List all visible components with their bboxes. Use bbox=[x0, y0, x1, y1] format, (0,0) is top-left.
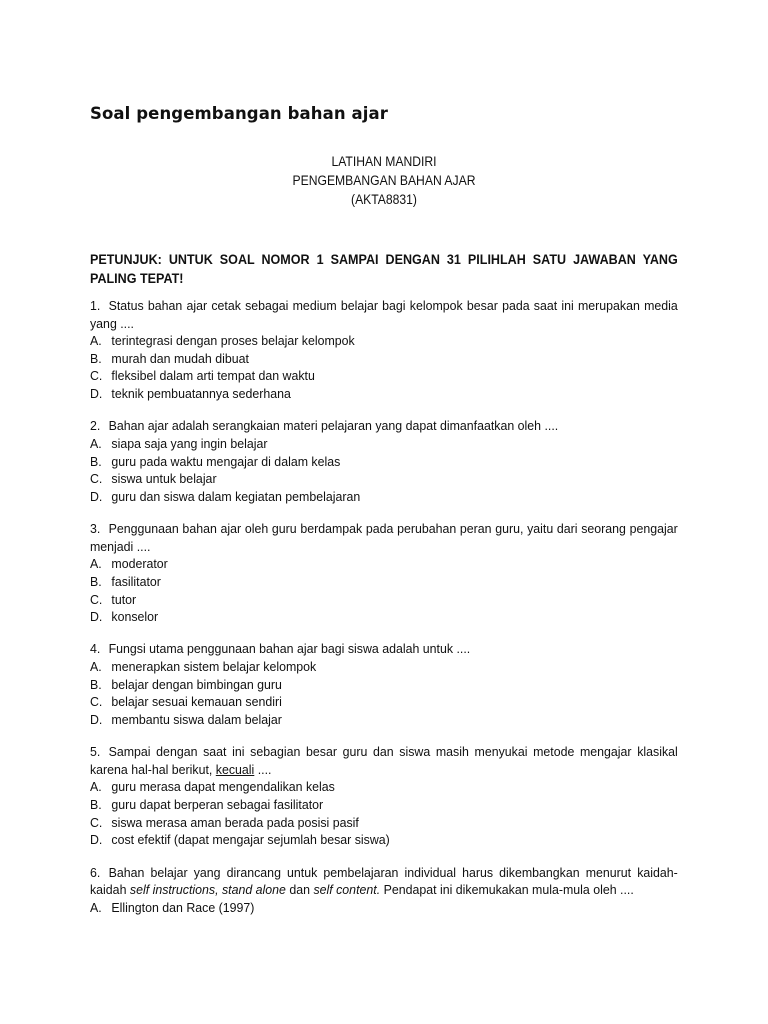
option-letter: B. bbox=[90, 350, 102, 366]
option-text: konselor bbox=[111, 609, 159, 625]
answer-option bbox=[90, 591, 678, 609]
option-letter: C. bbox=[90, 814, 103, 830]
answer-option bbox=[90, 555, 678, 573]
header-line-1: LATIHAN MANDIRI bbox=[331, 154, 437, 169]
option-text: siapa saja yang ingin belajar bbox=[111, 435, 268, 451]
answer-option bbox=[90, 778, 678, 796]
question-text: Fungsi utama penggunaan bahan ajar bagi siswa adalah untuk .... bbox=[108, 641, 471, 657]
option-text: fasilitator bbox=[111, 573, 161, 589]
answer-option bbox=[90, 658, 678, 676]
question-number: 5. bbox=[90, 744, 101, 760]
question-stem bbox=[90, 520, 678, 555]
question-text: Penggunaan bahan ajar oleh guru berdampak pada perubahan peran guru, yaitu dari seorang pengajar menjadi .... bbox=[90, 521, 678, 554]
answer-option bbox=[90, 814, 678, 832]
question-text-underlined: kecuali bbox=[215, 761, 255, 777]
option-text: menerapkan sistem belajar kelompok bbox=[111, 659, 317, 675]
question-text: Sampai dengan saat ini sebagian besar guru dan siswa masih menyukai metode mengajar klasikal karena hal-hal berikut, bbox=[90, 744, 678, 777]
option-letter: A. bbox=[90, 659, 102, 675]
option-text: murah dan mudah dibuat bbox=[111, 350, 249, 366]
option-text: fleksibel dalam arti tempat dan waktu bbox=[111, 368, 315, 384]
option-letter: D. bbox=[90, 488, 103, 504]
question-2 bbox=[90, 417, 678, 505]
option-text: belajar dengan bimbingan guru bbox=[111, 676, 282, 692]
answer-option bbox=[90, 453, 678, 471]
option-letter: C. bbox=[90, 591, 103, 607]
question-number: 2. bbox=[90, 418, 101, 434]
answer-option bbox=[90, 385, 678, 403]
option-text: siswa merasa aman berada pada posisi pasif bbox=[111, 814, 359, 830]
question-stem bbox=[90, 417, 678, 435]
option-letter: D. bbox=[90, 711, 103, 727]
question-text: Status bahan ajar cetak sebagai medium belajar bagi kelompok besar pada saat ini merupakan media yang .... bbox=[90, 298, 678, 331]
option-letter: A. bbox=[90, 899, 102, 915]
option-letter: C. bbox=[90, 471, 103, 487]
answer-option bbox=[90, 332, 678, 350]
question-stem bbox=[90, 743, 678, 778]
option-text: belajar sesuai kemauan sendiri bbox=[111, 694, 282, 710]
answer-option bbox=[90, 796, 678, 814]
option-letter: B. bbox=[90, 676, 102, 692]
option-letter: A. bbox=[90, 556, 102, 572]
question-stem bbox=[90, 297, 678, 332]
option-letter: D. bbox=[90, 832, 103, 848]
option-text: guru pada waktu mengajar di dalam kelas bbox=[111, 453, 341, 469]
option-letter: B. bbox=[90, 453, 102, 469]
answer-option bbox=[90, 711, 678, 729]
answer-option bbox=[90, 350, 678, 368]
question-text: Bahan ajar adalah serangkaian materi pelajaran yang dapat dimanfaatkan oleh .... bbox=[108, 418, 559, 434]
header-line-3: (AKTA8831) bbox=[351, 192, 417, 207]
option-text: cost efektif (dapat mengajar sejumlah besar siswa) bbox=[111, 832, 390, 848]
option-letter: A. bbox=[90, 779, 102, 795]
option-text: teknik pembuatannya sederhana bbox=[111, 385, 291, 401]
question-text-end: Pendapat ini dikemukakan mula-mula oleh .... bbox=[380, 882, 634, 898]
question-number: 6. bbox=[90, 864, 101, 880]
instructions: PETUNJUK: UNTUK SOAL NOMOR 1 SAMPAI DENGAN 31 PILIHLAH SATU JAWABAN YANG PALING TEPAT! bbox=[90, 252, 678, 286]
question-stem bbox=[90, 864, 678, 899]
answer-option bbox=[90, 367, 678, 385]
question-number: 1. bbox=[90, 298, 101, 313]
question-6 bbox=[90, 864, 678, 917]
option-text: guru merasa dapat mengendalikan kelas bbox=[111, 779, 335, 795]
option-text: siswa untuk belajar bbox=[111, 471, 217, 487]
answer-option bbox=[90, 676, 678, 694]
option-letter: D. bbox=[90, 609, 103, 625]
question-text-part: dan bbox=[285, 882, 314, 898]
option-text: Ellington dan Race (1997) bbox=[111, 899, 255, 915]
option-letter: B. bbox=[90, 797, 102, 813]
question-text-italic: self content. bbox=[313, 882, 381, 898]
option-text: guru dapat berperan sebagai fasilitator bbox=[111, 797, 324, 813]
option-text: terintegrasi dengan proses belajar kelompok bbox=[111, 333, 355, 349]
question-4 bbox=[90, 640, 678, 728]
question-number: 4. bbox=[90, 641, 101, 657]
option-letter: A. bbox=[90, 435, 102, 451]
option-letter: D. bbox=[90, 385, 103, 401]
question-number: 3. bbox=[90, 521, 101, 537]
question-stem bbox=[90, 640, 678, 658]
option-letter: C. bbox=[90, 694, 103, 710]
answer-option bbox=[90, 488, 678, 506]
answer-option bbox=[90, 608, 678, 626]
answer-option bbox=[90, 831, 678, 849]
answer-option bbox=[90, 573, 678, 591]
question-text-end: .... bbox=[254, 761, 272, 777]
option-text: guru dan siswa dalam kegiatan pembelajaran bbox=[111, 488, 361, 504]
document-title: Soal pengembangan bahan ajar bbox=[90, 104, 389, 123]
question-text-italic: self instructions, stand alone bbox=[129, 882, 286, 898]
question-5 bbox=[90, 743, 678, 849]
answer-option bbox=[90, 435, 678, 453]
option-letter: B. bbox=[90, 573, 102, 589]
header-line-2: PENGEMBANGAN BAHAN AJAR bbox=[292, 173, 476, 188]
option-text: membantu siswa dalam belajar bbox=[111, 711, 282, 727]
option-letter: A. bbox=[90, 333, 102, 349]
option-text: moderator bbox=[111, 556, 168, 572]
exam-header bbox=[0, 152, 768, 209]
option-letter: C. bbox=[90, 368, 103, 384]
question-1 bbox=[90, 297, 678, 403]
question-3 bbox=[90, 520, 678, 626]
question-list bbox=[90, 297, 678, 931]
answer-option bbox=[90, 470, 678, 488]
answer-option bbox=[90, 899, 678, 917]
question-text: Bahan belajar yang dirancang untuk pembelajaran individual harus dikembangkan menurut kaidah-kaidah bbox=[90, 864, 678, 898]
option-text: tutor bbox=[111, 591, 137, 607]
answer-option bbox=[90, 693, 678, 711]
